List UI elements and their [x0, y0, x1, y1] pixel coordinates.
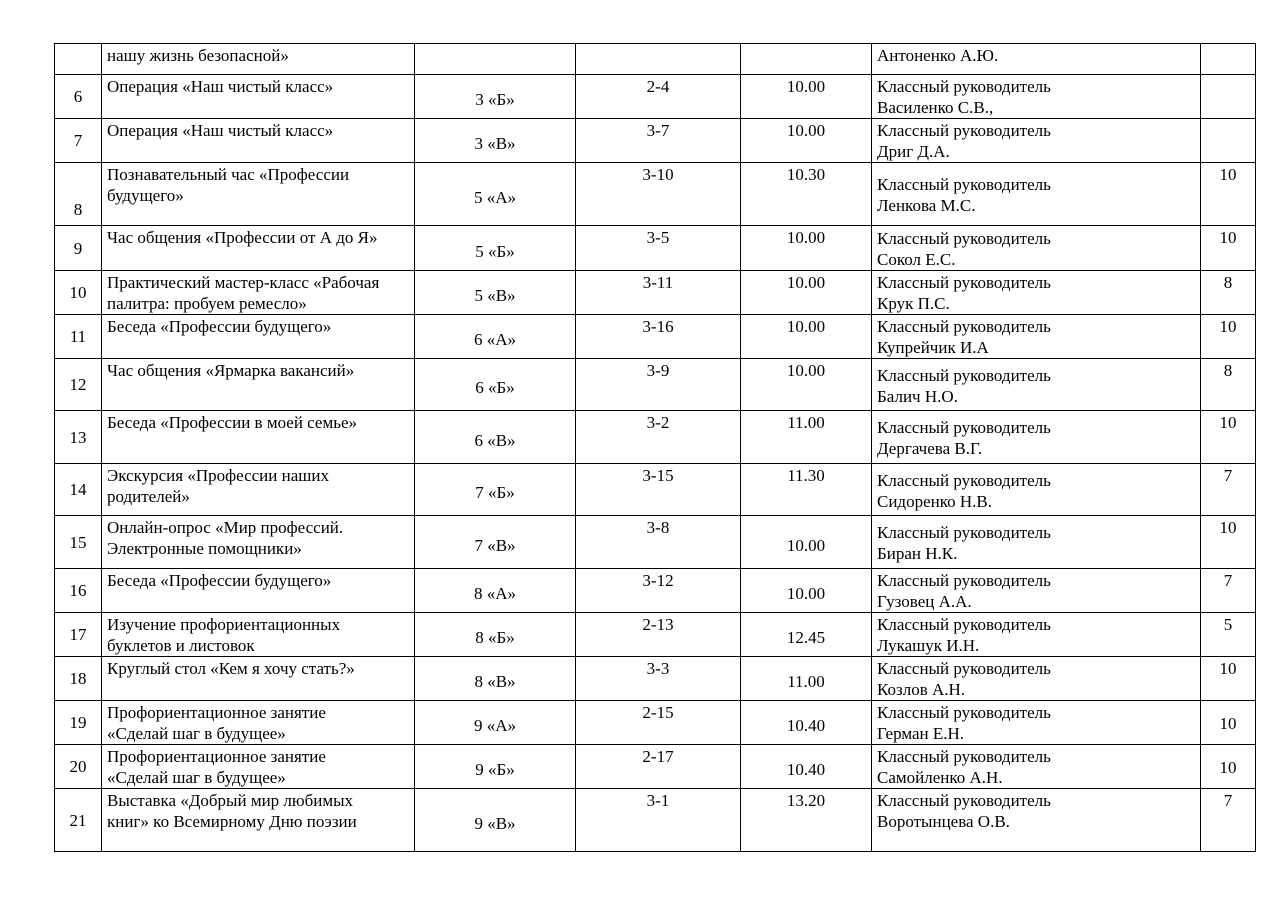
row-number: 9	[55, 226, 102, 271]
responsible-line: Сидоренко Н.В.	[877, 491, 992, 511]
room-number: 3-3	[576, 657, 741, 701]
event-title	[102, 315, 415, 359]
event-title-line: Профориентационное занятие	[107, 747, 326, 766]
room-number: 2-4	[576, 75, 741, 119]
class-name: 3 «Б»	[415, 75, 576, 119]
participant-count	[1201, 44, 1256, 75]
participant-count: 7	[1201, 569, 1256, 613]
responsible-person	[872, 44, 1201, 75]
table-row	[55, 271, 1256, 315]
class-name: 6 «Б»	[415, 359, 576, 411]
responsible-person	[872, 613, 1201, 657]
class-name: 3 «В»	[415, 119, 576, 163]
participant-count: 7	[1201, 464, 1256, 516]
room-number: 3-9	[576, 359, 741, 411]
responsible-line: Классный руководитель	[877, 791, 1051, 810]
row-number: 21	[55, 789, 102, 852]
event-title-line: родителей»	[107, 487, 190, 506]
responsible-line: Классный руководитель	[877, 523, 1051, 542]
row-number: 19	[55, 701, 102, 745]
event-time: 10.00	[741, 516, 872, 569]
room-number: 3-11	[576, 271, 741, 315]
table-row	[55, 657, 1256, 701]
responsible-line: Сокол Е.С.	[877, 250, 956, 269]
class-name	[415, 44, 576, 75]
participant-count	[1201, 119, 1256, 163]
responsible-line: Антоненко А.Ю.	[877, 46, 999, 65]
event-title-line: книг» ко Всемирному Дню поэзии	[107, 812, 357, 831]
responsible-line: Классный руководитель	[877, 747, 1051, 766]
responsible-line: Василенко С.В.,	[877, 98, 994, 117]
row-number: 8	[55, 163, 102, 226]
room-number: 3-2	[576, 411, 741, 464]
event-title	[102, 745, 415, 789]
responsible-line: Классный руководитель	[877, 273, 1051, 292]
responsible-line: Классный руководитель	[877, 418, 1051, 437]
responsible-line: Классный руководитель	[877, 175, 1051, 194]
event-title	[102, 44, 415, 75]
event-time: 13.20	[741, 789, 872, 852]
table-row	[55, 789, 1256, 852]
row-number	[55, 44, 102, 75]
responsible-person	[872, 657, 1201, 701]
participant-count: 10	[1201, 701, 1256, 745]
row-number: 11	[55, 315, 102, 359]
responsible-person	[872, 163, 1201, 226]
event-time: 12.45	[741, 613, 872, 657]
participant-count: 10	[1201, 315, 1256, 359]
row-number: 18	[55, 657, 102, 701]
room-number: 2-15	[576, 701, 741, 745]
participant-count: 5	[1201, 613, 1256, 657]
row-number: 17	[55, 613, 102, 657]
event-title	[102, 657, 415, 701]
row-number: 16	[55, 569, 102, 613]
event-title-line: Практический мастер-класс «Рабочая	[107, 273, 380, 292]
event-time: 10.40	[741, 701, 872, 745]
event-title-line: нашу жизнь безопасной»	[107, 46, 289, 65]
event-time: 10.00	[741, 119, 872, 163]
class-name: 8 «В»	[415, 657, 576, 701]
event-time: 10.00	[741, 75, 872, 119]
row-number: 7	[55, 119, 102, 163]
participant-count: 10	[1201, 657, 1256, 701]
row-number: 13	[55, 411, 102, 464]
class-name: 7 «В»	[415, 516, 576, 569]
responsible-person	[872, 411, 1201, 464]
participant-count: 10	[1201, 163, 1256, 226]
participant-count: 10	[1201, 745, 1256, 789]
event-title-line: Выставка «Добрый мир любимых	[107, 791, 354, 810]
event-title-line: Беседа «Профессии будущего»	[107, 571, 332, 590]
class-name: 7 «Б»	[415, 464, 576, 516]
row-number: 6	[55, 75, 102, 119]
event-title	[102, 411, 415, 464]
room-number: 3-15	[576, 464, 741, 516]
room-number: 2-13	[576, 613, 741, 657]
participant-count: 7	[1201, 789, 1256, 852]
table-row	[55, 745, 1256, 789]
responsible-line: Классный руководитель	[877, 571, 1051, 590]
class-name: 9 «Б»	[415, 745, 576, 789]
responsible-line: Дергачева В.Г.	[877, 439, 983, 458]
event-time	[741, 44, 872, 75]
room-number: 3-8	[576, 516, 741, 569]
event-title	[102, 226, 415, 271]
responsible-line: Ленкова М.С.	[877, 196, 976, 215]
event-title-line: Электронные помощники»	[107, 539, 302, 558]
participant-count: 10	[1201, 226, 1256, 271]
class-name: 9 «А»	[415, 701, 576, 745]
responsible-line: Классный руководитель	[877, 615, 1051, 634]
class-name: 6 «В»	[415, 411, 576, 464]
responsible-line: Классный руководитель	[877, 121, 1051, 140]
room-number	[576, 44, 741, 75]
class-name: 8 «Б»	[415, 613, 576, 657]
event-title-line: буклетов и листовок	[107, 636, 255, 655]
class-name: 5 «Б»	[415, 226, 576, 271]
responsible-line: Лукашук И.Н.	[877, 636, 980, 655]
event-title-line: Онлайн-опрос «Мир профессий.	[107, 518, 344, 537]
responsible-line: Крук П.С.	[877, 294, 950, 313]
responsible-line: Балич Н.О.	[877, 386, 958, 406]
row-number: 15	[55, 516, 102, 569]
responsible-person	[872, 75, 1201, 119]
schedule-table	[54, 43, 1256, 852]
event-title-line: Экскурсия «Профессии наших	[107, 466, 329, 485]
row-number: 14	[55, 464, 102, 516]
responsible-line: Биран Н.К.	[877, 544, 958, 563]
class-name: 8 «А»	[415, 569, 576, 613]
event-time: 10.00	[741, 359, 872, 411]
event-time: 10.00	[741, 315, 872, 359]
event-title-line: Час общения «Ярмарка вакансий»	[107, 361, 355, 380]
event-title	[102, 271, 415, 315]
table-row	[55, 411, 1256, 464]
responsible-line: Гузовец А.А.	[877, 592, 972, 611]
responsible-person	[872, 271, 1201, 315]
participant-count: 8	[1201, 359, 1256, 411]
event-title	[102, 163, 415, 226]
class-name: 5 «В»	[415, 271, 576, 315]
event-title	[102, 119, 415, 163]
responsible-line: Воротынцева О.В.	[877, 812, 1010, 831]
event-title	[102, 464, 415, 516]
event-title-line: Беседа «Профессии в моей семье»	[107, 413, 358, 432]
responsible-line: Классный руководитель	[877, 365, 1051, 385]
table-row	[55, 359, 1256, 411]
event-time: 11.00	[741, 411, 872, 464]
event-time: 10.00	[741, 569, 872, 613]
event-title	[102, 75, 415, 119]
event-time: 10.00	[741, 226, 872, 271]
responsible-person	[872, 569, 1201, 613]
event-title	[102, 359, 415, 411]
room-number: 3-10	[576, 163, 741, 226]
responsible-person	[872, 464, 1201, 516]
event-title	[102, 701, 415, 745]
table-row	[55, 613, 1256, 657]
responsible-person	[872, 359, 1201, 411]
table-row	[55, 464, 1256, 516]
responsible-person	[872, 516, 1201, 569]
event-time: 10.40	[741, 745, 872, 789]
responsible-person	[872, 315, 1201, 359]
table-row	[55, 516, 1256, 569]
event-title	[102, 569, 415, 613]
room-number: 3-1	[576, 789, 741, 852]
event-title	[102, 789, 415, 852]
event-title-line: Операция «Наш чистый класс»	[107, 121, 334, 140]
responsible-line: Классный руководитель	[877, 659, 1051, 678]
event-time: 11.00	[741, 657, 872, 701]
class-name: 6 «А»	[415, 315, 576, 359]
responsible-line: Самойленко А.Н.	[877, 768, 1003, 787]
responsible-line: Классный руководитель	[877, 229, 1051, 248]
event-title	[102, 613, 415, 657]
event-title-line: будущего»	[107, 186, 184, 205]
row-number: 10	[55, 271, 102, 315]
table-row	[55, 569, 1256, 613]
table-row	[55, 119, 1256, 163]
event-title-line: Познавательный час «Профессии	[107, 165, 350, 184]
event-title-line: Беседа «Профессии будущего»	[107, 317, 332, 336]
event-title-line: Профориентационное занятие	[107, 703, 326, 722]
table-row	[55, 701, 1256, 745]
row-number: 20	[55, 745, 102, 789]
event-title-line: Круглый стол «Кем я хочу стать?»	[107, 659, 355, 678]
responsible-line: Герман Е.Н.	[877, 724, 965, 743]
event-time: 10.00	[741, 271, 872, 315]
table-row	[55, 44, 1256, 75]
event-title-line: «Сделай шаг в будущее»	[107, 768, 286, 787]
table-row	[55, 226, 1256, 271]
event-title-line: Изучение профориентационных	[107, 615, 341, 634]
table-row	[55, 315, 1256, 359]
responsible-person	[872, 701, 1201, 745]
responsible-person	[872, 789, 1201, 852]
event-title-line: Час общения «Профессии от А до Я»	[107, 228, 378, 247]
table-row	[55, 163, 1256, 226]
event-time: 11.30	[741, 464, 872, 516]
event-title	[102, 516, 415, 569]
responsible-line: Классный руководитель	[877, 77, 1051, 96]
participant-count: 10	[1201, 411, 1256, 464]
responsible-line: Классный руководитель	[877, 703, 1051, 722]
room-number: 3-16	[576, 315, 741, 359]
responsible-line: Дриг Д.А.	[877, 142, 950, 161]
event-time: 10.30	[741, 163, 872, 226]
event-title-line: «Сделай шаг в будущее»	[107, 724, 286, 743]
room-number: 2-17	[576, 745, 741, 789]
table-row	[55, 75, 1256, 119]
responsible-person	[872, 226, 1201, 271]
participant-count: 10	[1201, 516, 1256, 569]
class-name: 5 «А»	[415, 163, 576, 226]
participant-count: 8	[1201, 271, 1256, 315]
responsible-line: Классный руководитель	[877, 470, 1051, 490]
event-title-line: Операция «Наш чистый класс»	[107, 77, 334, 96]
schedule-body	[55, 44, 1256, 852]
room-number: 3-5	[576, 226, 741, 271]
responsible-line: Купрейчик И.А	[877, 338, 989, 357]
room-number: 3-12	[576, 569, 741, 613]
responsible-person	[872, 745, 1201, 789]
room-number: 3-7	[576, 119, 741, 163]
responsible-line: Классный руководитель	[877, 317, 1051, 336]
row-number: 12	[55, 359, 102, 411]
class-name: 9 «В»	[415, 789, 576, 852]
responsible-line: Козлов А.Н.	[877, 680, 966, 699]
participant-count	[1201, 75, 1256, 119]
responsible-person	[872, 119, 1201, 163]
event-title-line: палитра: пробуем ремесло»	[107, 294, 307, 313]
